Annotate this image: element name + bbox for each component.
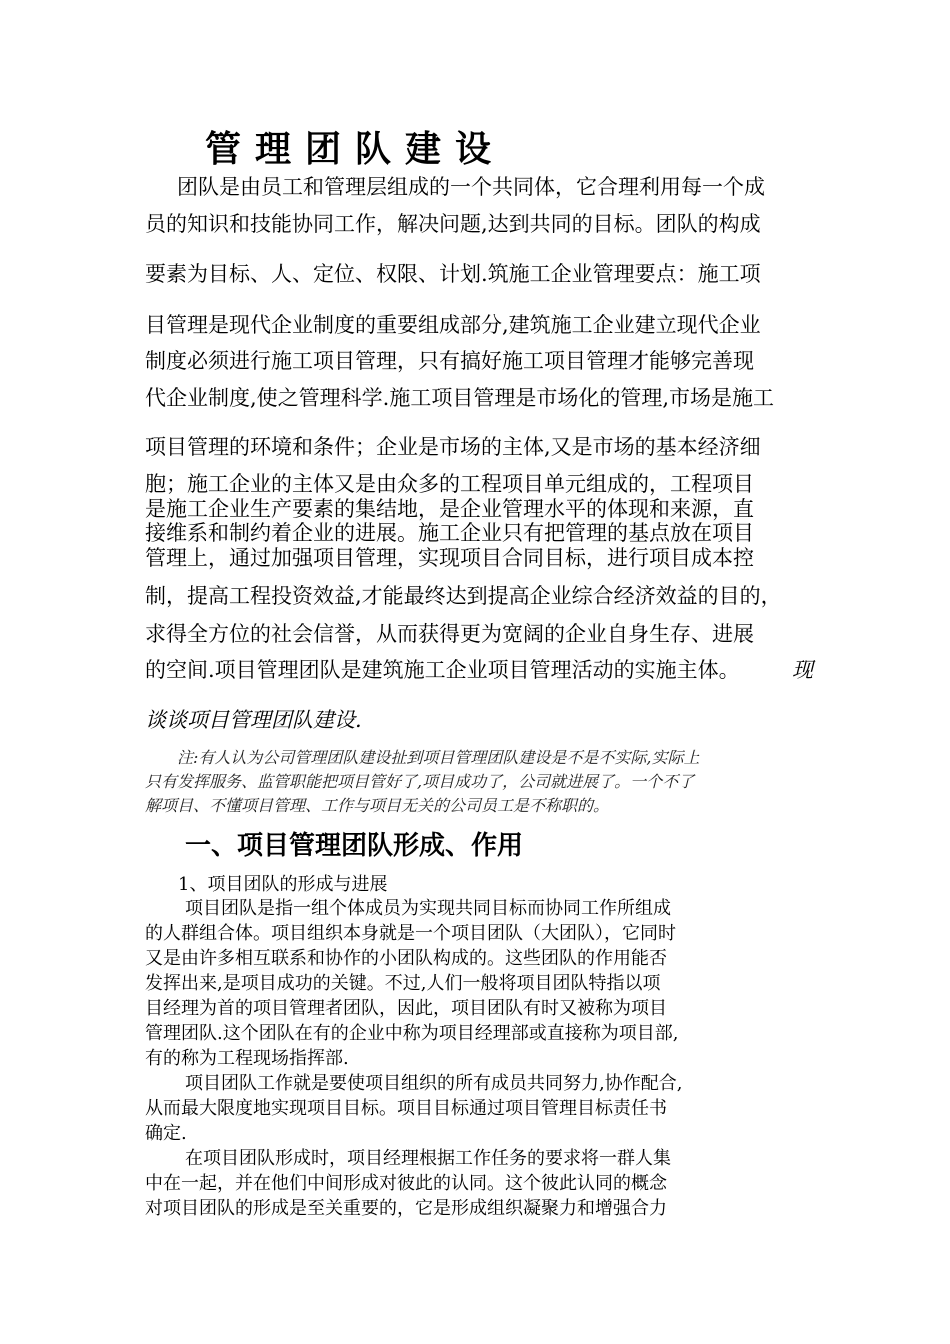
body-line: 从而最大限度地实现项目目标。项目目标通过项目管理目标责任书: [145, 1098, 667, 1119]
note-line: 只有发挥服务、监管职能把项目管好了,项目成功了，公司就进展了。一个不了: [145, 772, 695, 791]
intro-line: 制度必须进行施工项目管理，只有搞好施工项目管理才能够完善现: [145, 349, 754, 373]
body-line: 项目团队是指一组个体成员为实现共同目标而协同工作所组成: [185, 898, 671, 919]
document-title: 管理团队建设: [205, 129, 506, 170]
body-line: 发挥出来,是项目成功的关键。不过,人们一般将项目团队特指以项: [145, 973, 661, 994]
intro-line: 代企业制度,使之管理科学.施工项目管理是市场化的管理,市场是施工: [145, 386, 775, 410]
intro-line: 要素为目标、人、定位、权限、计划.筑施工企业管理要点：施工项: [145, 262, 761, 286]
intro-italic-tail: 现: [792, 658, 813, 682]
note-line: 注:有人认为公司管理团队建设扯到项目管理团队建设是不是不实际,实际上: [177, 748, 700, 767]
intro-line: 目管理是现代企业制度的重要组成部分,建筑施工企业建立现代企业: [145, 313, 761, 337]
intro-line: 接维系和制约着企业的进展。施工企业只有把管理的基点放在项目: [145, 521, 754, 545]
body-line: 有的称为工程现场指挥部.: [145, 1048, 349, 1069]
intro-line: 求得全方位的社会信誉，从而获得更为宽阔的企业自身生存、进展: [145, 622, 754, 646]
body-line: 管理团队.这个团队在有的企业中称为项目经理部或直接称为项目部,: [145, 1023, 679, 1044]
intro-line: 团队是由员工和管理层组成的一个共同体，它合理利用每一个成: [177, 175, 765, 199]
intro-line: 制，提高工程投资效益,才能最终达到提高企业综合经济效益的目的，: [145, 584, 782, 608]
intro-line: 员的知识和技能协同工作，解决问题,达到共同的目标。团队的构成: [145, 212, 761, 236]
body-line: 在项目团队形成时，项目经理根据工作任务的要求将一群人集: [185, 1148, 671, 1169]
body-line: 又是由许多相互联系和协作的小团队构成的。这些团队的作用能否: [145, 948, 667, 969]
intro-line: 的空间.项目管理团队是建筑施工企业项目管理活动的实施主体。: [145, 658, 740, 682]
section-heading: 一、项目管理团队形成、作用: [185, 831, 524, 861]
intro-italic-line: 谈谈项目管理团队建设.: [145, 708, 362, 732]
body-line: 对项目团队的形成是至关重要的，它是形成组织凝聚力和增强合力: [145, 1198, 667, 1219]
body-line: 确定.: [145, 1123, 187, 1144]
intro-line: 是施工企业生产要素的集结地，是企业管理水平的体现和来源，直: [145, 497, 754, 521]
body-line: 项目团队工作就是要使项目组织的所有成员共同努力,协作配合,: [185, 1073, 683, 1094]
body-line: 中在一起，并在他们中间形成对彼此的认同。这个彼此认同的概念: [145, 1173, 667, 1194]
subsection-heading: 1、项目团队的形成与进展: [178, 874, 388, 895]
intro-line: 胞；施工企业的主体又是由众多的工程项目单元组成的，工程项目: [145, 472, 754, 496]
intro-line: 项目管理的环境和条件；企业是市场的主体,又是市场的基本经济细: [145, 435, 761, 459]
body-line: 的人群组合体。项目组织本身就是一个项目团队（大团队），它同时: [145, 923, 676, 944]
body-line: 目经理为首的项目管理者团队，因此，项目团队有时又被称为项目: [145, 998, 667, 1019]
note-line: 解项目、不懂项目管理、工作与项目无关的公司员工是不称职的。: [145, 796, 610, 815]
intro-line: 管理上，通过加强项目管理，实现项目合同目标，进行项目成本控: [145, 546, 754, 570]
